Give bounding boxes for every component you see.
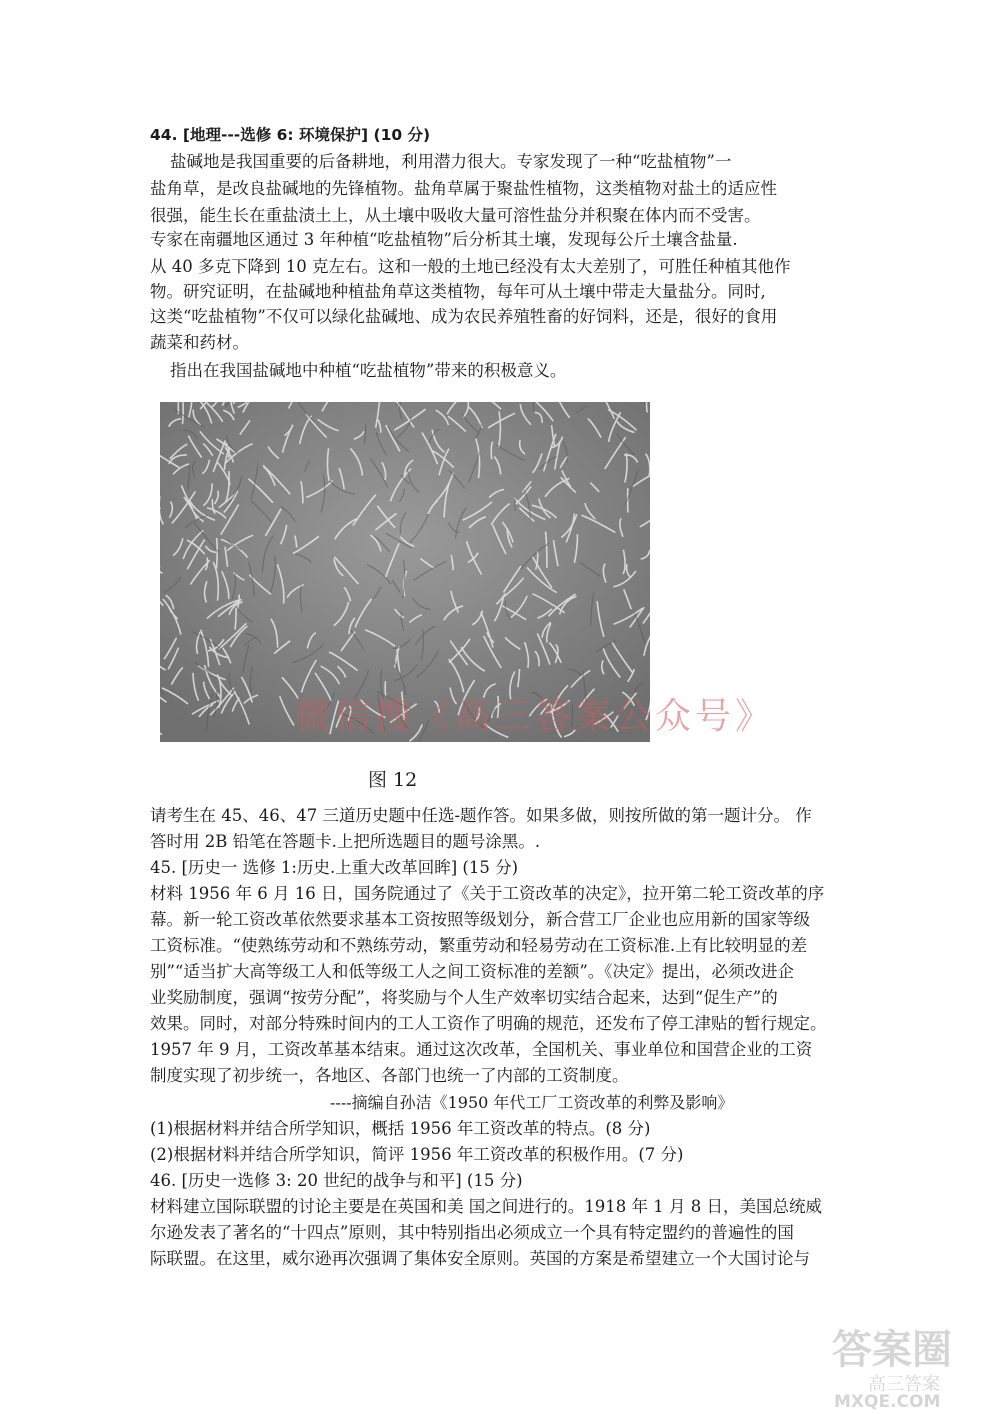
q45-line-7: 1957 年 9 月，工资改革基本结束。通过这次改革，全国机关、事业单位和国营企业的工资: [150, 1040, 813, 1059]
q46-line-2: 尔逊发表了著名的“十四点”原则，其中特别指出必须成立一个具有特定盟约的普遍性的国: [150, 1223, 794, 1242]
q44-line-6: 物。研究证明，在盐碱地种植盐角草这类植物，每年可从土壤中带走大量盐分。同时,: [150, 282, 766, 301]
q45-line-1: 材料 1956 年 6 月 16 日，国务院通过了《关于工资改革的决定》，拉开第二轮工资改革的序: [150, 884, 825, 903]
site-logo-small: MXQE.COM: [834, 1392, 941, 1412]
q44-line-8: 蔬菜和药材。: [150, 333, 249, 352]
site-logo-mid: 高三答案: [868, 1374, 940, 1395]
q45-title: 45. [历史一 选修 1:历史.上重大改革回眸] (15 分): [150, 858, 519, 877]
q45-line-8: 制度实现了初步统一，各地区、各部门也统一了内部的工资制度。: [150, 1066, 629, 1085]
q44-line-5: 从 40 多克下降到 10 克左右。这和一般的土地已经没有太大差别了，可胜任种植其他作: [150, 257, 791, 276]
q44-line-4: 专家在南疆地区通过 3 年种植“吃盐植物”后分析其土壤，发现每公斤土壤含盐量.: [150, 230, 738, 249]
site-logo-big: 答案圈: [832, 1327, 952, 1373]
q45-line-6: 效果。同时，对部分特殊时间内的工人工资作了明确的规范，还发布了停工津贴的暂行规定。: [150, 1014, 827, 1033]
q45-line-3: 工资标准。“使熟练劳动和不熟练劳动，繁重劳动和轻易劳动在工资标准.上有比较明显的差: [150, 936, 808, 955]
instruction-line-2: 答时用 2B 铅笔在答题卡.上把所选题目的题号涂黑。.: [150, 832, 541, 851]
q46-title: 46. [历史一选修 3: 20 世纪的战争与和平] (15 分): [150, 1171, 523, 1190]
q45-subquestion-2: (2)根据材料并结合所学知识，简评 1956 年工资改革的积极作用。(7 分): [150, 1145, 684, 1164]
q46-line-3: 际联盟。在这里，威尔逊再次强调了集体安全原则。英国的方案是希望建立一个大国讨论与: [150, 1249, 810, 1268]
q45-line-2: 幕。新一轮工资改革依然要求基本工资按照等级划分，新合营工厂企业也应用新的国家等级: [150, 910, 810, 929]
q45-line-4: 别”“适当扩大高等级工人和低等级工人之间工资标准的差额”。《决定》提出，必须改进企: [150, 962, 795, 981]
figure-caption: 图 12: [368, 769, 418, 791]
q45-subquestion-1: (1)根据材料并结合所学知识，概括 1956 年工资改革的特点。(8 分): [150, 1119, 651, 1138]
q44-line-1: 盐碱地是我国重要的后备耕地，利用潜力很大。专家发现了一种“吃盐植物”一: [170, 152, 732, 171]
q46-line-1: 材料建立国际联盟的讨论主要是在英国和美 国之间进行的。1918 年 1 月 8 日，美国总统威: [150, 1197, 822, 1216]
q44-question: 指出在我国盐碱地中种植“吃盐植物”带来的积极意义。: [170, 361, 567, 380]
q44-title: 44. [地理---选修 6: 环境保护] (10 分): [150, 126, 431, 144]
q44-line-2: 盐角草，是改良盐碱地的先锋植物。盐角草属于聚盐性植物，这类植物对盐土的适应性: [150, 179, 777, 198]
plant-strand: [217, 538, 218, 569]
q44-line-3: 很强，能生长在重盐渍土上，从土壤中吸收大量可溶性盐分并积聚在体内而不受害。: [150, 206, 761, 225]
site-logo: [820, 1318, 1000, 1414]
q45-source: ----摘编自孙洁《1950 年代工厂工资改革的利弊及影响》: [330, 1093, 734, 1112]
instruction-line-1: 请考生在 45、46、47 三道历史题中任选-题作答。如果多做，则按所做的第一题计分。 作: [150, 806, 812, 825]
q44-line-7: 这类“吃盐植物”不仅可以绿化盐碱地、成为农民养殖牲畜的好饲料，还是，很好的食用: [150, 307, 778, 326]
q45-line-5: 业奖励制度，强调“按劳分配”，将奖励与个人生产效率切实结合起来，达到“促生产”的: [150, 988, 778, 1007]
watermark-text: 微信搜《高三答案公众号》: [295, 696, 776, 737]
